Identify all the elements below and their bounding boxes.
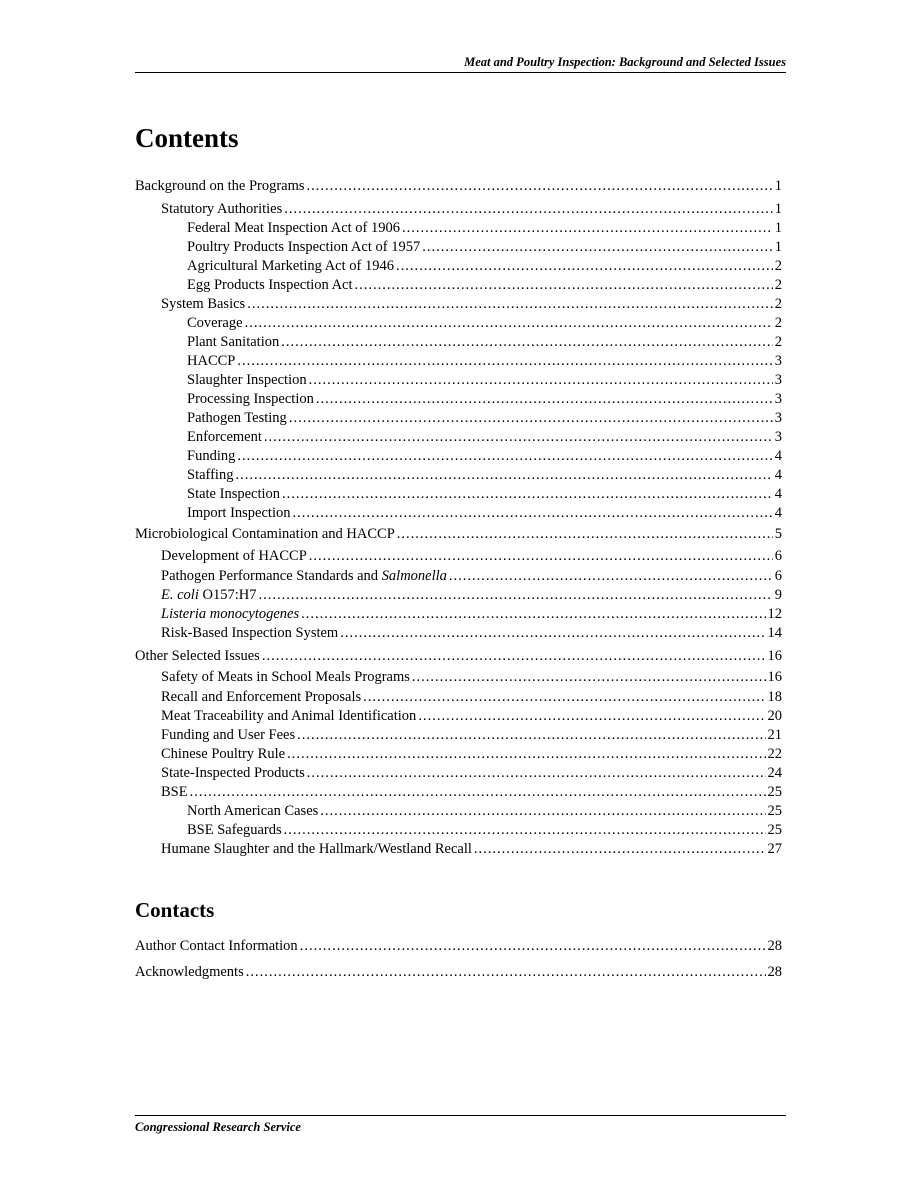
dot-leader (301, 605, 765, 624)
dot-leader (300, 937, 766, 956)
running-footer: Congressional Research Service (135, 1120, 301, 1134)
toc-entry[interactable] (135, 726, 782, 745)
toc-entry-label: Safety of Meats in School Meals Programs (161, 669, 410, 685)
toc-entry-label: BSE Safeguards (187, 822, 282, 838)
dot-leader (237, 352, 772, 371)
dot-leader (340, 624, 765, 643)
toc-page-number: 9 (774, 587, 782, 603)
toc-entry[interactable] (135, 647, 782, 666)
toc-entry-label: Coverage (187, 315, 243, 331)
toc-page-number: 22 (767, 746, 782, 762)
toc-entry-label: Author Contact Information (135, 938, 298, 954)
toc-entry[interactable] (135, 840, 782, 859)
toc-page-number: 12 (767, 606, 782, 622)
header-rule (135, 72, 786, 73)
toc-entry-label-italic: Salmonella (381, 568, 447, 584)
running-header: Meat and Poultry Inspection: Background and Selected Issues (464, 55, 786, 69)
toc-page-number: 20 (767, 708, 782, 724)
toc-page-number: 3 (774, 429, 782, 445)
toc-page-number: 2 (774, 315, 782, 331)
toc-page-number: 25 (767, 803, 782, 819)
toc-entry[interactable] (135, 504, 782, 523)
toc-entry-label: State Inspection (187, 486, 281, 502)
dot-leader (418, 707, 765, 726)
toc-entry[interactable] (135, 745, 782, 764)
toc-entry[interactable] (135, 238, 782, 257)
toc-entry[interactable] (135, 605, 782, 624)
toc-page-number: 6 (774, 568, 782, 584)
toc-entry-label: Risk-Based Inspection System (161, 625, 339, 641)
toc-page-number: 2 (774, 258, 782, 274)
toc-entry-label: Slaughter Inspection (187, 372, 307, 388)
dot-leader (307, 177, 773, 196)
toc-page-number: 3 (774, 410, 782, 426)
dot-leader (307, 764, 766, 783)
toc-entry-label: Pathogen Testing (187, 410, 287, 426)
toc-page-number: 16 (767, 648, 782, 664)
toc-entry-label: Background on the Programs (135, 178, 305, 194)
toc-entry-label: Development of HACCP (161, 548, 307, 564)
toc-entry-label: Humane Slaughter and the Hallmark/Westland Recall (161, 841, 472, 857)
toc-page-number: 14 (767, 625, 782, 641)
toc-page-number: 25 (767, 822, 782, 838)
toc-entry-label: Plant Sanitation (187, 334, 280, 350)
toc-entry-label: Staffing (187, 467, 234, 483)
dot-leader (293, 504, 773, 523)
dot-leader (402, 219, 773, 238)
toc-entry[interactable] (135, 802, 782, 821)
toc-entry-label: Enforcement (187, 429, 262, 445)
toc-entry[interactable] (135, 624, 782, 643)
toc-entry[interactable] (135, 314, 782, 333)
toc-entry-label: O157:H7 (198, 587, 257, 603)
toc-entry[interactable] (135, 821, 782, 840)
dot-leader (289, 409, 773, 428)
toc-page-number: 18 (767, 689, 782, 705)
toc-entry[interactable] (135, 586, 782, 605)
toc-page-number: 5 (774, 526, 782, 542)
dot-leader (282, 485, 773, 504)
toc-entry-label: Funding (187, 448, 236, 464)
toc-entry[interactable] (135, 352, 782, 371)
footer-rule (135, 1115, 786, 1116)
toc-entry[interactable] (135, 295, 782, 314)
toc-entry[interactable] (135, 963, 782, 982)
toc-entry-label: Import Inspection (187, 505, 291, 521)
dot-leader (262, 647, 766, 666)
dot-leader (355, 276, 773, 295)
toc-entry[interactable] (135, 219, 782, 238)
dot-leader (396, 257, 773, 276)
dot-leader (287, 745, 765, 764)
dot-leader (284, 821, 766, 840)
toc-page-number: 25 (767, 784, 782, 800)
toc-entry-label: North American Cases (187, 803, 319, 819)
toc-page-number: 27 (767, 841, 782, 857)
contacts-title: Contacts (135, 898, 215, 922)
toc-entry-label-italic: E. coli (161, 587, 199, 603)
toc-page-number: 24 (767, 765, 782, 781)
toc-page-number: 4 (774, 505, 782, 521)
toc-entry-label: Funding and User Fees (161, 727, 296, 743)
dot-leader (422, 238, 773, 257)
toc-page-number: 2 (774, 296, 782, 312)
dot-leader (474, 840, 766, 859)
toc-entry-label: Chinese Poultry Rule (161, 746, 286, 762)
toc-page-number: 3 (774, 391, 782, 407)
toc-entry-label: Processing Inspection (187, 391, 314, 407)
dot-leader (309, 371, 773, 390)
dot-leader (246, 963, 766, 982)
dot-leader (397, 525, 773, 544)
toc-page-number: 6 (774, 548, 782, 564)
toc-entry-label: Egg Products Inspection Act (187, 277, 353, 293)
toc-entry[interactable] (135, 567, 782, 586)
toc-entry[interactable] (135, 688, 782, 707)
dot-leader (258, 586, 772, 605)
dot-leader (363, 688, 765, 707)
dot-leader (247, 295, 773, 314)
dot-leader (412, 668, 766, 687)
toc-entry[interactable] (135, 668, 782, 687)
dot-leader (264, 428, 773, 447)
toc-page-number: 1 (774, 220, 782, 236)
dot-leader (309, 547, 773, 566)
toc-entry-label: Statutory Authorities (161, 201, 283, 217)
dot-leader (449, 567, 773, 586)
toc-entry-label: Agricultural Marketing Act of 1946 (187, 258, 394, 274)
dot-leader (281, 333, 773, 352)
dot-leader (237, 447, 772, 466)
toc-entry[interactable] (135, 447, 782, 466)
toc-page-number: 2 (774, 334, 782, 350)
toc-entry[interactable] (135, 200, 782, 219)
dot-leader (235, 466, 772, 485)
toc-entry[interactable] (135, 937, 782, 956)
toc-entry[interactable] (135, 525, 782, 544)
dot-leader (320, 802, 765, 821)
toc-entry-label: System Basics (161, 296, 246, 312)
toc-entry-label: Acknowledgments (135, 964, 244, 980)
toc-entry[interactable] (135, 409, 782, 428)
toc-entry[interactable] (135, 707, 782, 726)
toc-entry-label: Pathogen Performance Standards and (161, 568, 382, 584)
toc-page-number: 3 (774, 353, 782, 369)
toc-entry[interactable] (135, 466, 782, 485)
toc-entry[interactable] (135, 177, 782, 196)
toc-entry-label: Other Selected Issues (135, 648, 260, 664)
toc-page-number: 3 (774, 372, 782, 388)
toc-page-number: 28 (767, 938, 782, 954)
contents-title: Contents (135, 123, 239, 153)
toc-entry[interactable] (135, 783, 782, 802)
toc-page-number: 16 (767, 669, 782, 685)
toc-page-number: 28 (767, 964, 782, 980)
toc-entry-label: Federal Meat Inspection Act of 1906 (187, 220, 401, 236)
toc-entry-label: Poultry Products Inspection Act of 1957 (187, 239, 421, 255)
toc-entry-label: Microbiological Contamination and HACCP (135, 526, 395, 542)
toc-page-number: 4 (774, 467, 782, 483)
toc-entry[interactable] (135, 390, 782, 409)
toc-entry[interactable] (135, 276, 782, 295)
toc-entry[interactable] (135, 485, 782, 504)
toc-page-number: 1 (774, 201, 782, 217)
toc-entry-label-italic: Listeria monocytogenes (161, 606, 300, 622)
toc-entry[interactable] (135, 764, 782, 783)
toc-entry[interactable] (135, 257, 782, 276)
dot-leader (190, 783, 766, 802)
toc-entry-label: BSE (161, 784, 188, 800)
dot-leader (316, 390, 773, 409)
dot-leader (297, 726, 765, 745)
toc-entry-label: Recall and Enforcement Proposals (161, 689, 362, 705)
toc-page-number: 1 (774, 178, 782, 194)
toc-entry[interactable] (135, 333, 782, 352)
toc-page-number: 21 (767, 727, 782, 743)
toc-entry-label: HACCP (187, 353, 236, 369)
toc-entry[interactable] (135, 371, 782, 390)
toc-entry[interactable] (135, 547, 782, 566)
dot-leader (284, 200, 773, 219)
toc-entry-label: State-Inspected Products (161, 765, 305, 781)
toc-page-number: 4 (774, 486, 782, 502)
toc-entry[interactable] (135, 428, 782, 447)
dot-leader (245, 314, 773, 333)
toc-page-number: 4 (774, 448, 782, 464)
toc-entry-label: Meat Traceability and Animal Identification (161, 708, 417, 724)
toc-page-number: 2 (774, 277, 782, 293)
toc-page-number: 1 (774, 239, 782, 255)
